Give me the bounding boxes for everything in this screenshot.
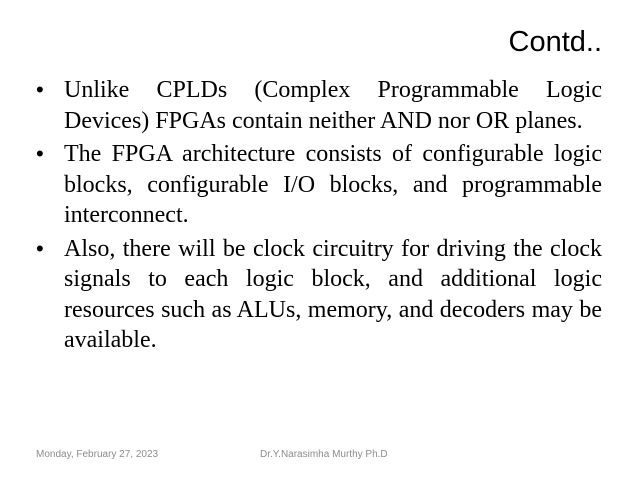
bullet-text: Unlike CPLDs (Complex Programmable Logic Devices) FPGAs contain neither AND nor OR planes. — [64, 77, 602, 134]
footer-date: Monday, February 27, 2023 — [36, 449, 159, 460]
bullet-item — [36, 234, 602, 356]
bullet-text: The FPGA architecture consists of configurable logic blocks, configurable I/O blocks, and programmable interconnect. — [64, 141, 602, 228]
bullet-icon: • — [36, 235, 44, 261]
bullet-icon: • — [36, 77, 44, 102]
footer-author: Dr.Y.Narasimha Murthy Ph.D — [260, 449, 388, 460]
slide-title: Contd.. — [508, 26, 602, 58]
bullet-text: Also, there will be clock circuitry for driving the clock signals to each logic block, and additional logic resources such as ALUs, memory, and decoders may be available. — [64, 235, 602, 353]
bullet-item — [36, 139, 602, 231]
bullet-item — [36, 75, 602, 136]
bullet-icon: • — [36, 141, 44, 166]
bullet-list — [36, 75, 602, 359]
